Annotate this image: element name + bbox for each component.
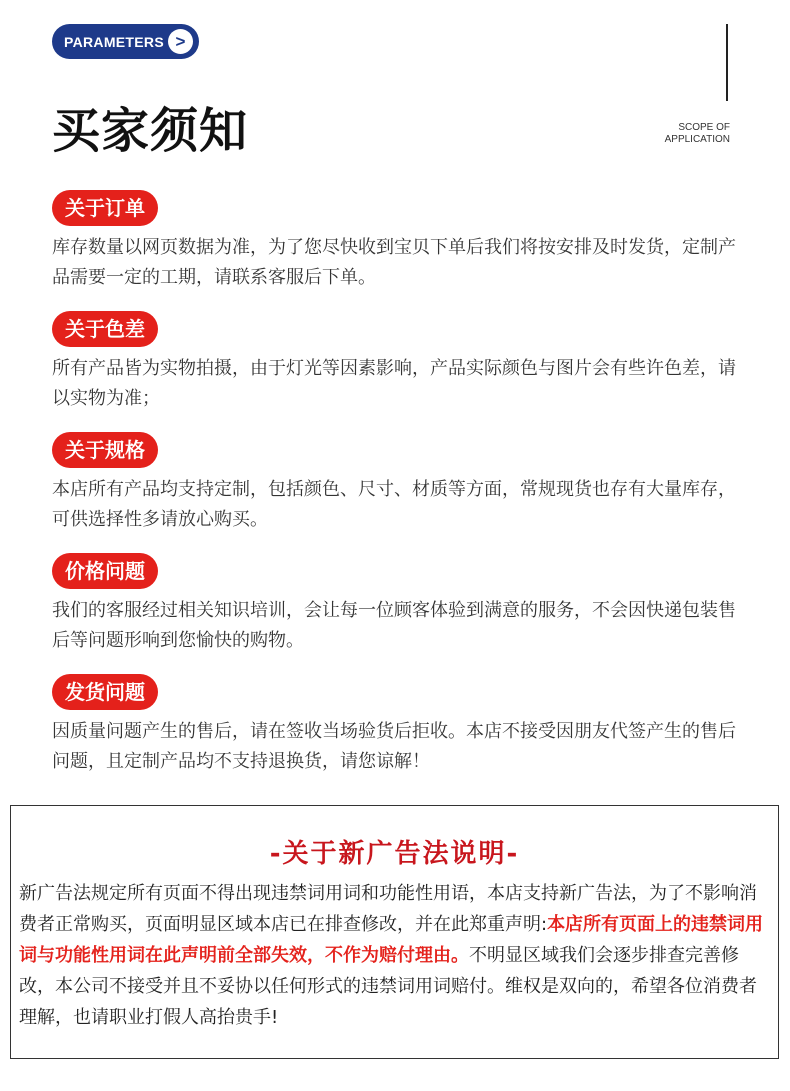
vertical-divider [726,24,728,101]
notice-text-after: 不明显区域我们会逐步排查完善修改，本公司不接受并且不妥协以任何形式的违禁词用词赔付。维权是双向的，希望各位消费者理解，也请职业打假人高抬贵手! [19,945,757,1028]
notice-text-before: 新广告法规定所有页面不得出现违禁词用词和功能性用语，本店支持新广告法，为了不影响消费者正常购买，页面明显区域本店已在排查修改，并在此郑重声明: [19,883,757,935]
section-order [52,190,742,293]
section-specification [52,432,742,535]
scope-line-1: SCOPE OF [678,122,730,133]
scope-line-2: APPLICATION [664,134,730,145]
section-color-difference [52,311,742,414]
section-badge: 关于订单 [52,190,158,226]
notice-title: -关于新广告法说明- [269,839,520,869]
page-title: 买家须知 [52,103,249,159]
notice-text-highlight: 本店所有页面上的违禁词用词与功能性用词在此声明前全部失效，不作为赔付理由。 [19,914,764,966]
section-shipping [52,674,742,777]
chevron-right-icon: > [168,29,193,54]
section-badge: 发货问题 [52,674,158,710]
section-body: 因质量问题产生的售后，请在签收当场验货后拒收。本店不接受因朋友代签产生的售后问题，且定制产品均不支持退换货，请您谅解！ [52,721,736,772]
ad-law-notice [10,805,779,1059]
section-body: 所有产品皆为实物拍摄，由于灯光等因素影响，产品实际颜色与图片会有些许色差，请以实物为准； [52,358,736,409]
section-body: 我们的客服经过相关知识培训，会让每一位顾客体验到满意的服务，不会因快递包装售后等问题形响到您愉快的购物。 [52,600,736,651]
section-badge: 关于规格 [52,432,158,468]
notice-body [19,878,772,1033]
section-price [52,553,742,656]
section-badge: 关于色差 [52,311,158,347]
section-body: 本店所有产品均支持定制，包括颜色、尺寸、材质等方面，常规现货也存有大量库存，可供选择性多请放心购买。 [52,479,736,530]
parameters-label: PARAMETERS [64,33,164,50]
scope-of-application [665,122,730,146]
parameters-pill [52,24,199,59]
section-badge: 价格问题 [52,553,158,589]
section-body: 库存数量以网页数据为准，为了您尽快收到宝贝下单后我们将按安排及时发货，定制产品需要一定的工期，请联系客服后下单。 [52,237,736,288]
